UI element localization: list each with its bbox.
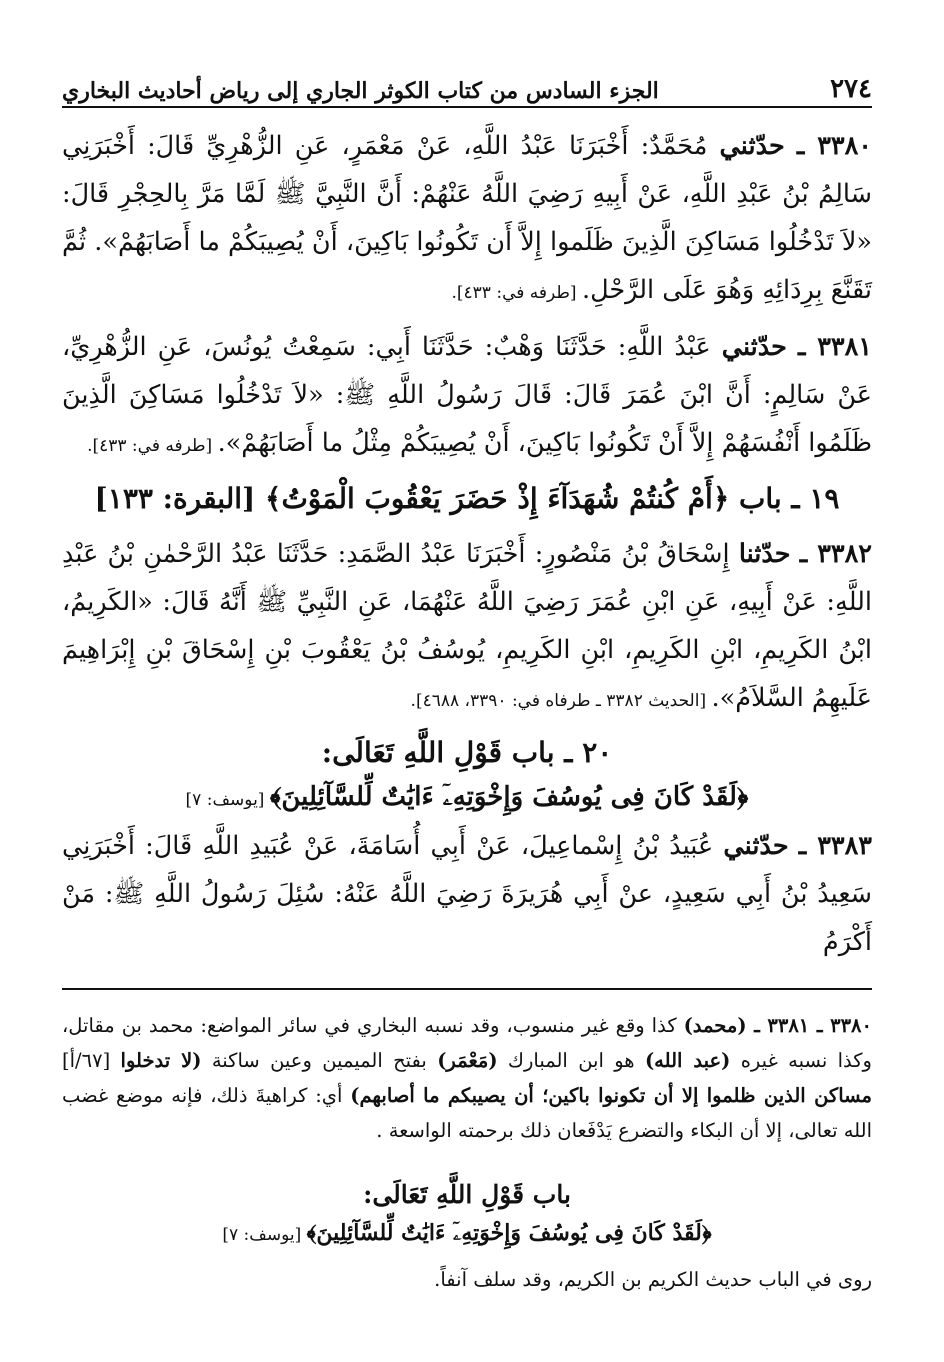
hadith-3383 — [62, 822, 872, 966]
hadith-number: ٣٣٨٠ ـ — [796, 131, 872, 161]
quran-verse: ﴿لَقَدْ كَانَ فِى يُوسُفَ وَإِخْوَتِهِۦٓ ءَايَٰتٌ لِّلسَّآئِلِينَ﴾ — [306, 1220, 712, 1246]
hadith-number: ٣٣٨١ ـ — [797, 332, 872, 362]
footnote-divider — [62, 988, 872, 990]
commentary-term: (لا تدخلوا — [120, 1049, 202, 1072]
cross-reference: [الحديث ٣٣٨٢ ـ طرفاه في: ٣٣٩٠، ٤٦٨٨]. — [410, 691, 712, 711]
verse-reference: [يوسف: ٧] — [222, 1225, 307, 1245]
narration-verb: حدّثنا — [738, 539, 791, 569]
hadith-text: عَبْدُ اللَّهِ: حَدَّثَنَا وَهْبٌ: حَدَّثَنَا أَبِي: سَمِعْتُ يُونُسَ، عَنِ الزُّهْرِيِّ، عَنْ سَالِمٍ: أَنَّ ابْنَ عُمَرَ قَالَ: قَالَ رَسُولُ اللَّهِ ﷺ: «لاَ تَدْخُلُوا مَسَاكِنَ الَّذِينَ ظَلَمُوا أَنْفُسَهُمْ إِلاَّ أَنْ تَكُونُوا بَاكِينَ، أَنْ يُصِيبَكُمْ مِثْلُ ما أَصَابَهُمْ». — [62, 332, 872, 458]
chapter-heading-20: ٢٠ ـ باب قَوْلِ اللَّهِ تَعَالَى: — [321, 736, 613, 769]
narration-verb: حدّثني — [721, 332, 787, 362]
page-number: ٢٧٤ — [830, 74, 872, 104]
commentary-closing: روى في الباب حديث الكريم بن الكريم، وقد سلف آنفاً. — [434, 1268, 872, 1291]
chapter-label: ١٩ ـ باب — [738, 482, 840, 515]
hadith-text: عُبَيدُ بْنُ إِسْماعِيلَ، عَنْ أَبِي أُسَامَةَ، عَنْ عُبَيدِ اللَّهِ قَالَ: أَخْبَرَنِي سَعِيدُ بْنُ أَبِي سَعِيدٍ، عنْ أَبِي هُرَيرَةَ رَضِيَ اللَّهُ عَنْهُ: سُئِلَ رَسُولُ اللَّهِ ﷺ: مَنْ أَكْرَمُ — [62, 831, 872, 957]
commentary-text: بفتح الميمين وعين ساكنة — [201, 1049, 438, 1072]
running-title: الجزء السادس من كتاب الكوثر الجاري إلى رياض أحاديث البخاري — [62, 78, 659, 104]
cross-reference: [طرفه في: ٤٣٣]. — [87, 436, 218, 456]
manuscript-folio: [٦٧/أ] — [62, 1049, 121, 1072]
quran-verse: ﴿أَمْ كُنتُمْ شُهَدَآءَ إِذْ حَضَرَ يَعْقُوبَ الْمَوْتُ﴾ — [255, 482, 739, 515]
commentary-text: أي: كراهيةَ ذلك، فإنه موضع غضب الله تعالى، إلا أن البكاء والتضرع يَدْفَعان ذلك برحمته الواسعة . — [62, 1084, 872, 1142]
hadith-3382 — [62, 530, 872, 725]
commentary-chapter-heading: باب قَوْلِ اللَّهِ تَعَالَى: — [363, 1180, 571, 1209]
page-header — [62, 60, 872, 104]
main-text — [62, 122, 872, 966]
commentary-text: كذا وقع غير منسوب، وقد نسبه البخاري في سائر المواضع: محمد بن مقاتل، وكذا نسبه غيره — [62, 1014, 872, 1072]
commentary-number: ٣٣٨٠ ـ ٣٣٨١ ـ — [746, 1014, 872, 1037]
commentary — [62, 1008, 872, 1298]
narration-verb: حدّثني — [723, 831, 789, 861]
hadith-3381 — [62, 323, 872, 470]
verse-reference: [يوسف: ٧] — [185, 790, 270, 810]
commentary-chapter-verse — [62, 1214, 872, 1254]
hadith-number: ٣٣٨٢ ـ — [799, 539, 872, 569]
commentary-term: مساكن الذين ظلموا إلا أن تكونوا باكين؛ أن يصيبكم ما أصابهم) — [350, 1084, 872, 1107]
verse-reference: [البقرة: ١٣٣] — [94, 482, 256, 515]
narration-verb: حدّثني — [719, 131, 785, 161]
chapter-verse-20 — [62, 775, 872, 822]
book-page — [62, 60, 872, 1322]
commentary-3380-3381 — [62, 1008, 872, 1148]
hadith-text: إِسْحَاقُ بْنُ مَنْصُورٍ: أَخْبَرَنَا عَبْدُ الصَّمَدِ: حَدَّثَنَا عَبْدُ الرَّحْمٰنِ بْنُ عَبْدِ اللَّهِ: عَنْ أَبِيهِ، عَنِ ابْنِ عُمَرَ رَضِيَ اللَّهُ عَنْهُمَا، عَنِ النَّبِيِّ ﷺ أَنَّهُ قَالَ: «الكَرِيمُ، ابْنُ الكَرِيمِ، ابْنِ الكَرِيمِ، ابْنِ الكَرِيمِ، يُوسُفُ بْنُ يَعْقُوبَ بْنِ إِسْحَاقَ بْنِ إِبْرَاهِيمَ عَلَيهِمُ السَّلاَمُ». — [62, 539, 872, 713]
commentary-text: هو ابن المبارك — [497, 1049, 645, 1072]
header-divider — [62, 106, 872, 108]
quran-verse: ﴿لَقَدْ كَانَ فِى يُوسُفَ وَإِخْوَتِهِۦٓ ءَايَٰتٌ لِّلسَّآئِلِينَ﴾ — [269, 782, 749, 812]
commentary-term: (محمد) — [683, 1014, 747, 1037]
hadith-text: مُحَمَّدٌ: أَخْبَرَنَا عَبْدُ اللَّهِ، عَنْ مَعْمَرٍ، عَنِ الزُّهْرِيِّ قَالَ: أَخْبَرَنِي سَالِمُ بْنُ عَبْدِ اللَّهِ، عَنْ أَبِيهِ رَضِيَ اللَّهُ عَنْهُمْ: أَنَّ النَّبِيَّ ﷺ لَمَّا مَرَّ بِالحِجْرِ قَالَ: «لاَ تَدْخُلُوا مَسَاكِنَ الَّذِينَ ظَلَموا إِلاَّ أَن تَكُونُوا بَاكِينَ، أَنْ يُصِيبَكُمْ ما أَصَابَهُمْ». ثُمَّ تَقَنَّعَ بِرِدَائِهِ وَهُوَ عَلَى الرَّحْلِ. — [62, 131, 872, 305]
commentary-term: (عبد الله) — [644, 1049, 731, 1072]
cross-reference: [طرفه في: ٤٣٣]. — [451, 283, 582, 303]
hadith-3380 — [62, 122, 872, 317]
commentary-term: (مَعْمَر) — [437, 1049, 498, 1072]
chapter-heading-19 — [62, 476, 872, 522]
hadith-number: ٣٣٨٣ ـ — [798, 831, 873, 861]
